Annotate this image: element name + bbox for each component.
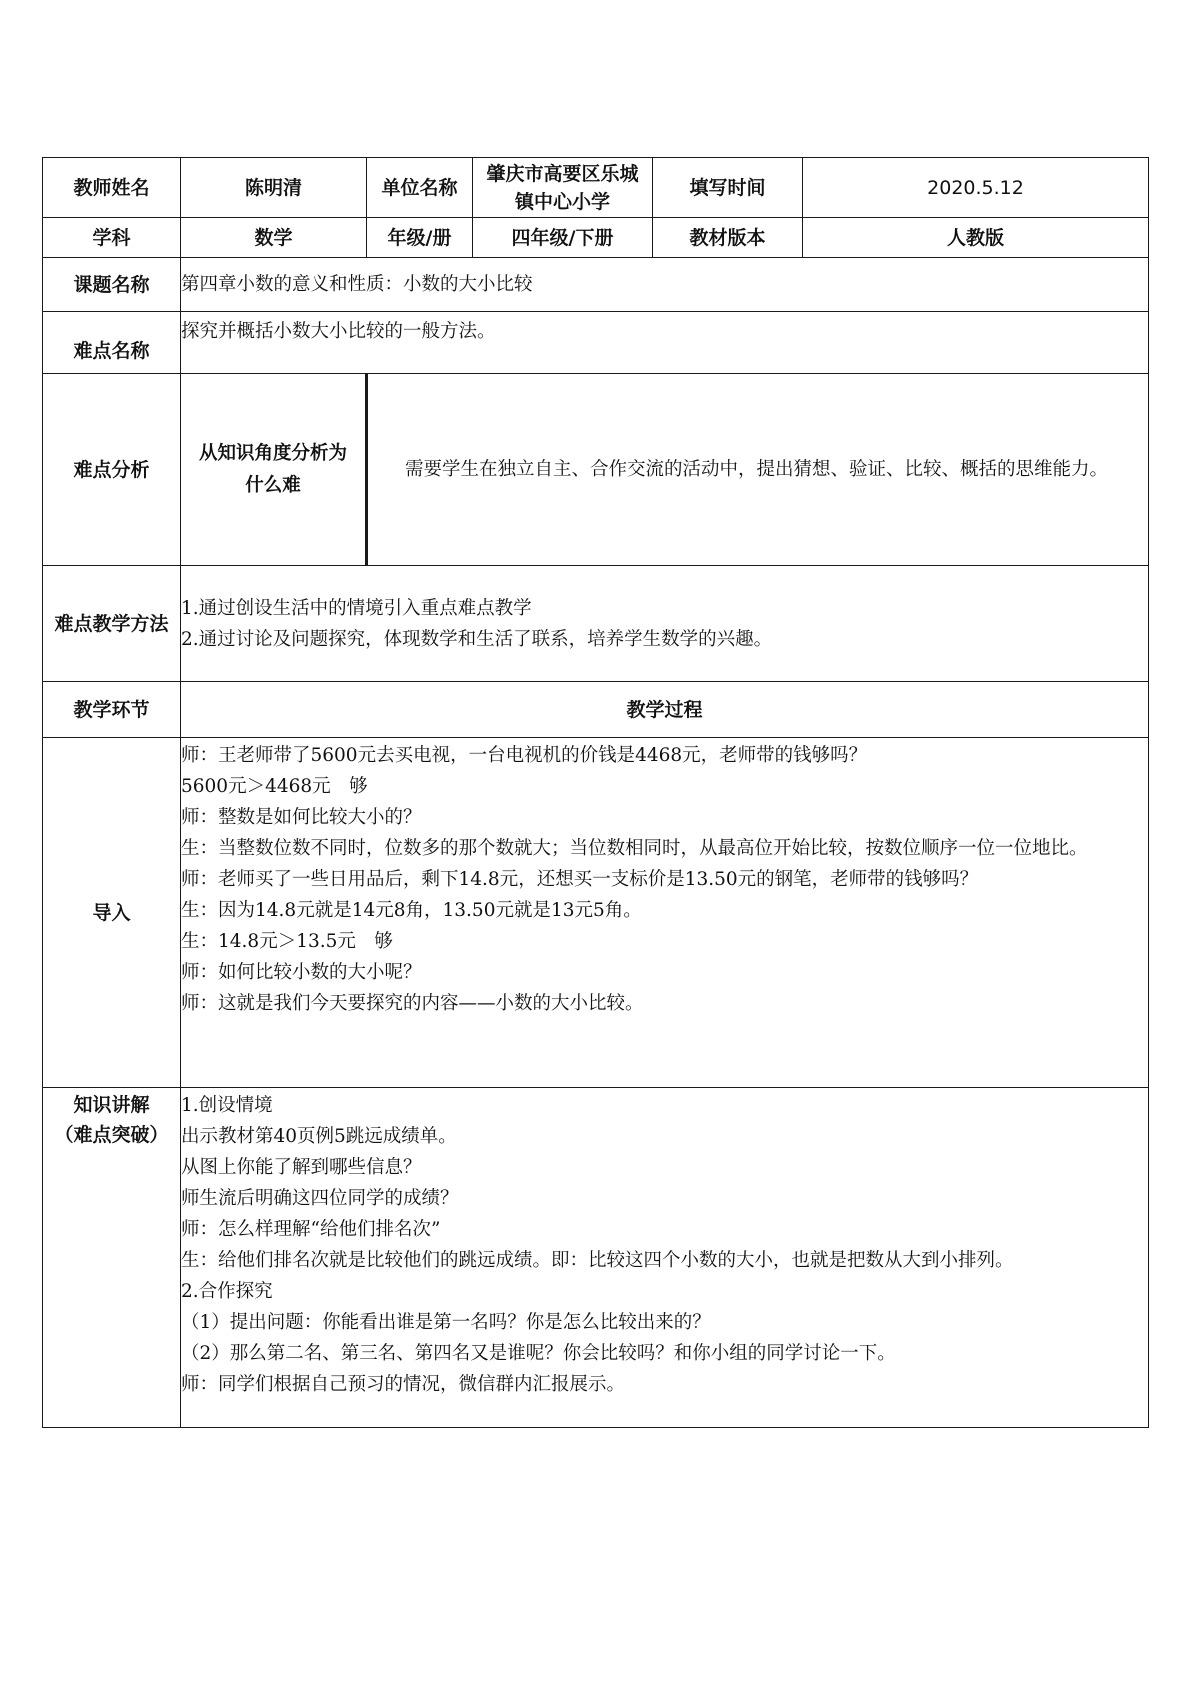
topic-row: [43, 258, 1149, 312]
intro-line: 生：当整数位数不同时，位数多的那个数就大；当位数相同时，从最高位开始比较，按数位顺序一位一位地比。: [181, 838, 1088, 859]
method-label: 难点教学方法: [43, 566, 181, 682]
teacher-name-label: 教师姓名: [43, 158, 181, 218]
topic-value: 第四章小数的意义和性质：小数的大小比较: [181, 258, 1149, 312]
subject-label: 学科: [43, 218, 181, 258]
knowledge-line: 师生流后明确这四位同学的成绩？: [181, 1188, 459, 1209]
teacher-name-value: 陈明清: [181, 158, 367, 218]
knowledge-line: （1）提出问题：你能看出谁是第一名吗？你是怎么比较出来的？: [181, 1312, 711, 1333]
header-row-2: [43, 218, 1149, 258]
unit-name-value: 肇庆市高要区乐城镇中心小学: [473, 158, 653, 218]
knowledge-line: 师：同学们根据自己预习的情况，微信群内汇报展示。: [181, 1374, 626, 1395]
knowledge-line: 1.创设情境: [181, 1095, 273, 1116]
topic-label: 课题名称: [43, 258, 181, 312]
intro-line: 师：王老师带了5600元去买电视，一台电视机的价钱是4468元，老师带的钱够吗？: [181, 745, 868, 766]
fill-date-label: 填写时间: [653, 158, 803, 218]
intro-line: 师：老师买了一些日用品后，剩下14.8元，还想买一支标价是13.50元的钢笔，老师带的钱够吗？: [181, 869, 979, 890]
intro-line: 师：这就是我们今天要探究的内容——小数的大小比较。: [181, 993, 644, 1014]
difficulty-label: 难点名称: [43, 312, 181, 374]
intro-row: [43, 738, 1149, 1088]
grade-value: 四年级/下册: [473, 218, 653, 258]
knowledge-line: 出示教材第40页例5跳远成绩单。: [181, 1126, 457, 1147]
knowledge-line: 从图上你能了解到哪些信息？: [181, 1157, 422, 1178]
intro-line: 生：14.8元＞13.5元 够: [181, 931, 393, 952]
intro-line: 生：因为14.8元就是14元8角，13.50元就是13元5角。: [181, 900, 642, 921]
method-line: 1.通过创设生活中的情境引入重点难点教学: [181, 597, 532, 619]
intro-cell: [181, 738, 1149, 1088]
analysis-value: 需要学生在独立自主、合作交流的活动中，提出猜想、验证、比较、概括的思维能力。: [405, 459, 1109, 480]
method-row: [43, 566, 1149, 682]
analysis-sub-label: 从知识角度分析为什么难: [181, 374, 367, 566]
knowledge-cell: [181, 1088, 1149, 1428]
lesson-form-table: [42, 157, 1149, 1428]
subject-value: 数学: [181, 218, 367, 258]
analysis-row: [43, 374, 1149, 566]
intro-line: 师：如何比较小数的大小呢？: [181, 962, 422, 983]
difficulty-value: 探究并概括小数大小比较的一般方法。: [181, 312, 1149, 374]
header-row-1: [43, 158, 1149, 218]
analysis-value-cell: [367, 374, 1149, 566]
knowledge-line: （2）那么第二名、第三名、第四名又是谁呢？你会比较吗？和你小组的同学讨论一下。: [181, 1343, 896, 1364]
knowledge-label-cell: [43, 1088, 181, 1428]
knowledge-line: 师：怎么样理解“给他们排名次”: [181, 1219, 441, 1240]
difficulty-row: [43, 312, 1149, 374]
grade-label: 年级/册: [367, 218, 473, 258]
method-cell: [181, 566, 1149, 682]
intro-line: 5600元＞4468元 够: [181, 776, 368, 797]
intro-label: 导入: [43, 738, 181, 1088]
process-header-row: [43, 682, 1149, 738]
analysis-label: 难点分析: [43, 374, 181, 566]
edition-value: 人教版: [803, 218, 1149, 258]
intro-line: 师：整数是如何比较大小的？: [181, 807, 422, 828]
knowledge-label: 知识讲解: [73, 1094, 150, 1116]
edition-label: 教材版本: [653, 218, 803, 258]
knowledge-row: [43, 1088, 1149, 1428]
stage-column-label: 教学环节: [43, 682, 181, 738]
method-line: 2.通过讨论及问题探究，体现数学和生活了联系，培养学生数学的兴趣。: [181, 628, 773, 650]
process-column-label: 教学过程: [181, 682, 1149, 738]
unit-name-label: 单位名称: [367, 158, 473, 218]
knowledge-line: 生：给他们排名次就是比较他们的跳远成绩。即：比较这四个小数的大小，也就是把数从大到小排列。: [181, 1250, 1014, 1271]
knowledge-sub-label: （难点突破）: [54, 1124, 169, 1146]
knowledge-line: 2.合作探究: [181, 1281, 273, 1302]
fill-date-value: 2020.5.12: [803, 158, 1149, 218]
